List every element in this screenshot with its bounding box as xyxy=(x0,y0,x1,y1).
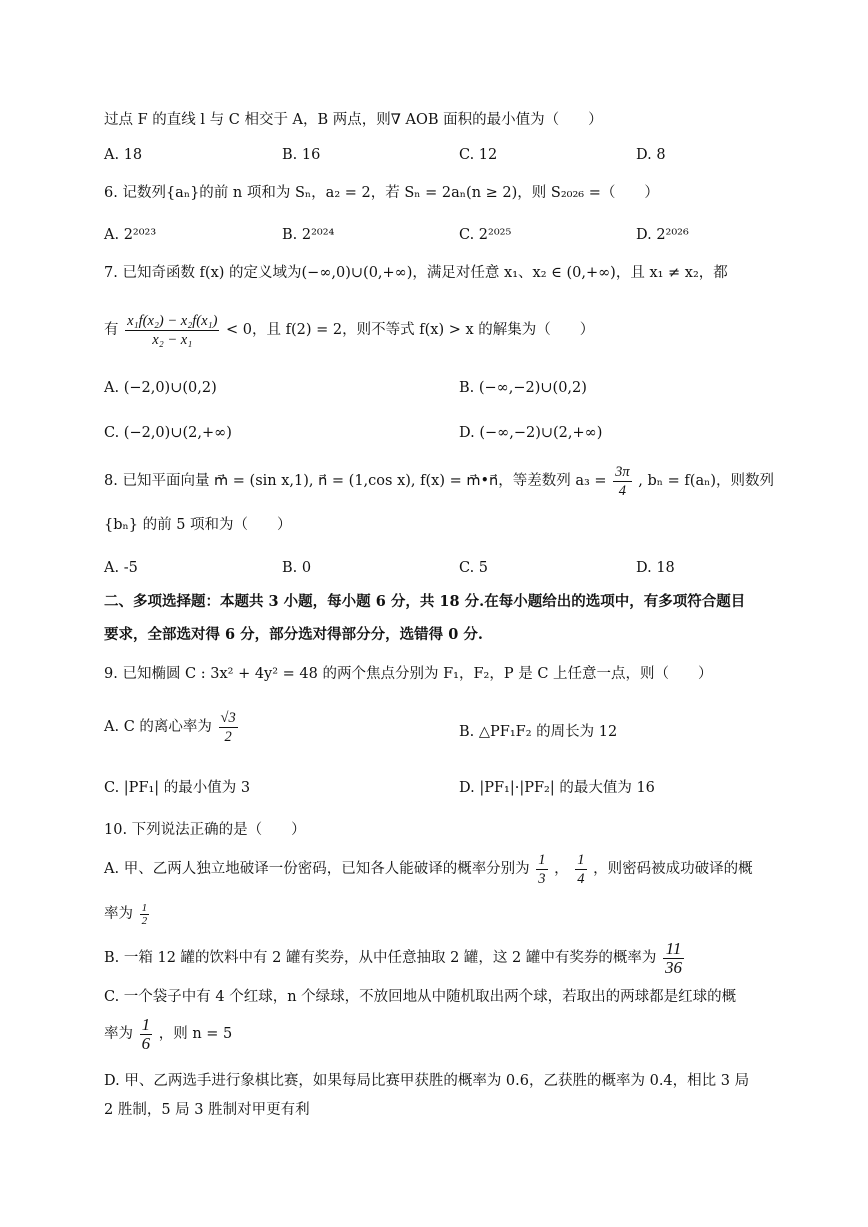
q5-option-b: B. 16 xyxy=(282,147,321,163)
q8-line1-suffix: , bₙ = f(aₙ)，则数列 xyxy=(638,473,775,489)
q10-option-a-fraction3 xyxy=(140,902,150,927)
q7-option-c: C. (−2,0)∪(2,+∞) xyxy=(104,425,232,441)
q10-option-d-line2: 2 胜制，5 局 3 胜制对甲更有利 xyxy=(104,1102,310,1118)
q10-option-a-fraction1-num: 1 xyxy=(538,851,546,868)
section2-heading-line1: 二、多项选择题：本题共 3 小题，每小题 6 分，共 18 分.在每小题给出的选项中，有多项符合题目 xyxy=(104,593,746,610)
q10-option-a-fraction1 xyxy=(536,851,547,888)
q7-line2-suffix: < 0，且 f(2) = 2，则不等式 f(x) > x 的解集为（ ） xyxy=(226,322,595,338)
q10-option-b-numerator: 11 xyxy=(663,940,684,959)
q9-text: 9. 已知椭圆 C : 3x² + 4y² = 48 的两个焦点分别为 F₁，F₂，P 是 C 上任意一点，则（ ） xyxy=(104,666,713,682)
q8-line1-prefix: 8. 已知平面向量 m⃗ = (sin x,1), n⃗ = (1,cos x), f(x) = m⃗•n⃗，等差数列 a₃ = xyxy=(104,473,607,489)
q8-option-b: B. 0 xyxy=(282,560,312,576)
q8-fraction-denominator: 4 xyxy=(618,482,627,499)
q8-line1 xyxy=(104,461,774,501)
q7-fraction-denominator: x₂ − x₁ xyxy=(152,331,193,348)
q10-option-a-prefix: A. 甲、乙两人独立地破译一份密码，已知各人能破译的概率分别为 xyxy=(104,861,530,877)
q10-option-a-fraction2 xyxy=(575,851,586,888)
q9-option-a-prefix: A. C 的离心率为 xyxy=(104,719,212,735)
q7-line1: 7. 已知奇函数 f(x) 的定义域为(−∞,0)∪(0,+∞)，满足对任意 x₁、x₂ ∈ (0,+∞)，且 x₁ ≠ x₂，都 xyxy=(104,265,728,281)
q9-option-d: D. |PF₁|·|PF₂| 的最大值为 16 xyxy=(459,780,655,796)
q9-option-a xyxy=(104,707,240,747)
q8-fraction xyxy=(613,463,632,500)
q8-option-a: A. -5 xyxy=(104,560,138,576)
q10-option-a-line2 xyxy=(104,898,151,930)
q7-option-b: B. (−∞,−2)∪(0,2) xyxy=(459,380,587,396)
q7-fraction xyxy=(125,312,219,349)
q10-option-c-line2 xyxy=(104,1014,232,1054)
q5-option-d: D. 8 xyxy=(636,147,666,163)
q10-option-b-denominator: 36 xyxy=(664,957,682,977)
q6-option-c: C. 2²⁰²⁵ xyxy=(459,227,512,243)
q8-fraction-numerator: 3π xyxy=(615,463,630,480)
q10-option-a-fraction1-den: 3 xyxy=(538,870,546,887)
q10-option-b-fraction xyxy=(663,940,684,977)
q9-option-c: C. |PF₁| 的最小值为 3 xyxy=(104,780,251,796)
q6-text: 6. 记数列{aₙ}的前 n 项和为 Sₙ，a₂ = 2，若 Sₙ = 2aₙ(n ≥ 2)，则 S₂₀₂₆ =（ ） xyxy=(104,185,659,201)
q9-option-a-fraction xyxy=(219,709,238,746)
q10-option-c-fraction xyxy=(140,1016,153,1053)
q10-option-b xyxy=(104,938,686,978)
q9-option-b: B. △PF₁F₂ 的周长为 12 xyxy=(459,724,618,740)
q6-option-a: A. 2²⁰²³ xyxy=(104,227,157,243)
q10-option-a-fraction3-den: 2 xyxy=(141,914,148,927)
q7-option-a: A. (−2,0)∪(0,2) xyxy=(104,380,217,396)
q10-option-a-fraction2-den: 4 xyxy=(577,870,585,887)
q10-option-a-suffix: ，则密码被成功破译的概 xyxy=(593,861,753,877)
q7-fraction-numerator: x₁f(x₂) − x₂f(x₁) xyxy=(127,312,218,329)
q10-option-a-separator: ， xyxy=(554,861,569,877)
q10-option-c-numerator: 1 xyxy=(141,1014,151,1034)
q10-option-c-line2-prefix: 率为 xyxy=(104,1026,133,1042)
q10-option-a-fraction3-num: 1 xyxy=(141,901,148,914)
q10-option-a-line1 xyxy=(104,849,753,889)
q10-option-c-line1: C. 一个袋子中有 4 个红球，n 个绿球，不放回地从中随机取出两个球，若取出的两球都是红球的概 xyxy=(104,989,737,1005)
q9-option-a-denominator: 2 xyxy=(224,728,232,745)
q10-option-b-prefix: B. 一箱 12 罐的饮料中有 2 罐有奖券，从中任意抽取 2 罐，这 2 罐中有奖券的概率为 xyxy=(104,950,657,966)
q10-stem: 10. 下列说法正确的是（ ） xyxy=(104,822,306,838)
q6-option-d: D. 2²⁰²⁶ xyxy=(636,227,689,243)
q7-option-d: D. (−∞,−2)∪(2,+∞) xyxy=(459,425,603,441)
q5-option-a: A. 18 xyxy=(104,147,143,163)
section2-heading-line2: 要求，全部选对得 6 分，部分选对得部分分，选错得 0 分. xyxy=(104,626,483,643)
q10-option-a-fraction2-num: 1 xyxy=(577,851,585,868)
q6-option-b: B. 2²⁰²⁴ xyxy=(282,227,335,243)
q7-line2 xyxy=(104,310,594,350)
q10-option-c-line2-suffix: ，则 n = 5 xyxy=(158,1026,233,1042)
q8-option-d: D. 18 xyxy=(636,560,675,576)
q5-tail-text: 过点 F 的直线 l 与 C 相交于 A，B 两点，则∇ AOB 面积的最小值为（ ） xyxy=(104,112,603,128)
q10-option-a-line2-prefix: 率为 xyxy=(104,906,133,922)
q5-option-c: C. 12 xyxy=(459,147,498,163)
q7-line2-prefix: 有 xyxy=(104,322,119,338)
q10-option-c-denominator: 6 xyxy=(141,1033,151,1053)
q10-option-d-line1: D. 甲、乙两选手进行象棋比赛，如果每局比赛甲获胜的概率为 0.6，乙获胜的概率为 0.4，相比 3 局 xyxy=(104,1073,750,1089)
q8-line2: {bₙ} 的前 5 项和为（ ） xyxy=(104,517,292,533)
q8-option-c: C. 5 xyxy=(459,560,489,576)
q9-option-a-numerator: √3 xyxy=(220,709,236,726)
